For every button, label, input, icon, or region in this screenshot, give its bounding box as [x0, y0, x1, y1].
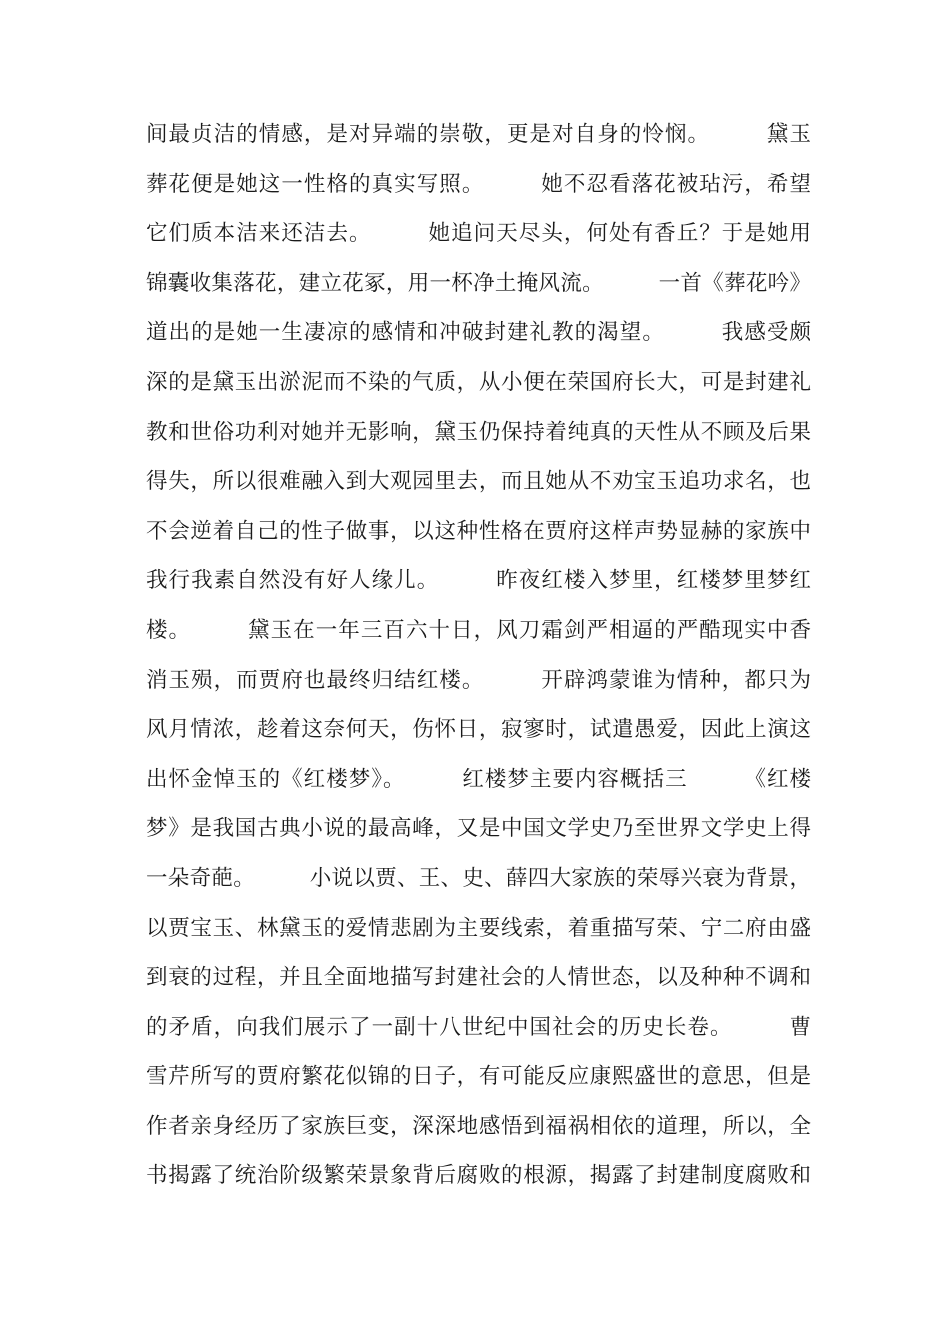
text-line: 梦》是我国古典小说的最高峰，又是中国文学史乃至世界文学史上得 [146, 816, 811, 842]
text-line: 的矛盾，向我们展示了一副十八世纪中国社会的历史长卷。 曹 [146, 1014, 811, 1040]
text-line: 一朵奇葩。 小说以贾、王、史、薛四大家族的荣辱兴衰为背景， [146, 865, 811, 891]
text-line: 葬花便是她这一性格的真实写照。 她不忍看落花被玷污，希望 [146, 171, 811, 197]
text-line: 到衰的过程，并且全面地描写封建社会的人情世态，以及种种不调和 [146, 965, 811, 991]
text-line: 道出的是她一生凄凉的感情和冲破封建礼教的渴望。 我感受颇 [146, 320, 811, 346]
text-line: 楼。 黛玉在一年三百六十日，风刀霜剑严相逼的严酷现实中香 [146, 617, 811, 643]
text-line: 不会逆着自己的性子做事，以这种性格在贾府这样声势显赫的家族中 [146, 518, 811, 544]
text-line: 得失，所以很难融入到大观园里去，而且她从不劝宝玉追功求名，也 [146, 469, 811, 495]
body-text [146, 115, 811, 1206]
text-line: 风月情浓，趁着这奈何天，伤怀日，寂寥时，试遣愚爱，因此上演这 [146, 717, 811, 743]
text-line: 我行我素自然没有好人缘儿。 昨夜红楼入梦里，红楼梦里梦红 [146, 568, 811, 594]
text-line: 深的是黛玉出淤泥而不染的气质，从小便在荣国府长大，可是封建礼 [146, 369, 811, 395]
text-line: 消玉殒，而贾府也最终归结红楼。 开辟鸿蒙谁为情种，都只为 [146, 667, 811, 693]
text-line: 以贾宝玉、林黛玉的爱情悲剧为主要线索，着重描写荣、宁二府由盛 [146, 915, 811, 941]
text-line: 书揭露了统治阶级繁荣景象背后腐败的根源，揭露了封建制度腐败和 [146, 1163, 811, 1189]
text-line: 间最贞洁的情感，是对异端的崇敬，更是对自身的怜悯。 黛玉 [146, 122, 811, 147]
text-line: 雪芹所写的贾府繁花似锦的日子，有可能反应康熙盛世的意思，但是 [146, 1064, 811, 1090]
text-line: 出怀金悼玉的《红楼梦》。 红楼梦主要内容概括三 《红楼 [146, 766, 811, 792]
text-line: 锦囊收集落花，建立花冢，用一杯净土掩风流。 一首《葬花吟》 [146, 270, 811, 296]
text-line: 它们质本洁来还洁去。 她追问天尽头，何处有香丘？于是她用 [146, 221, 811, 247]
text-line: 作者亲身经历了家族巨变，深深地感悟到福祸相依的道理，所以，全 [146, 1113, 811, 1139]
text-line: 教和世俗功利对她并无影响，黛玉仍保持着纯真的天性从不顾及后果 [146, 419, 811, 445]
